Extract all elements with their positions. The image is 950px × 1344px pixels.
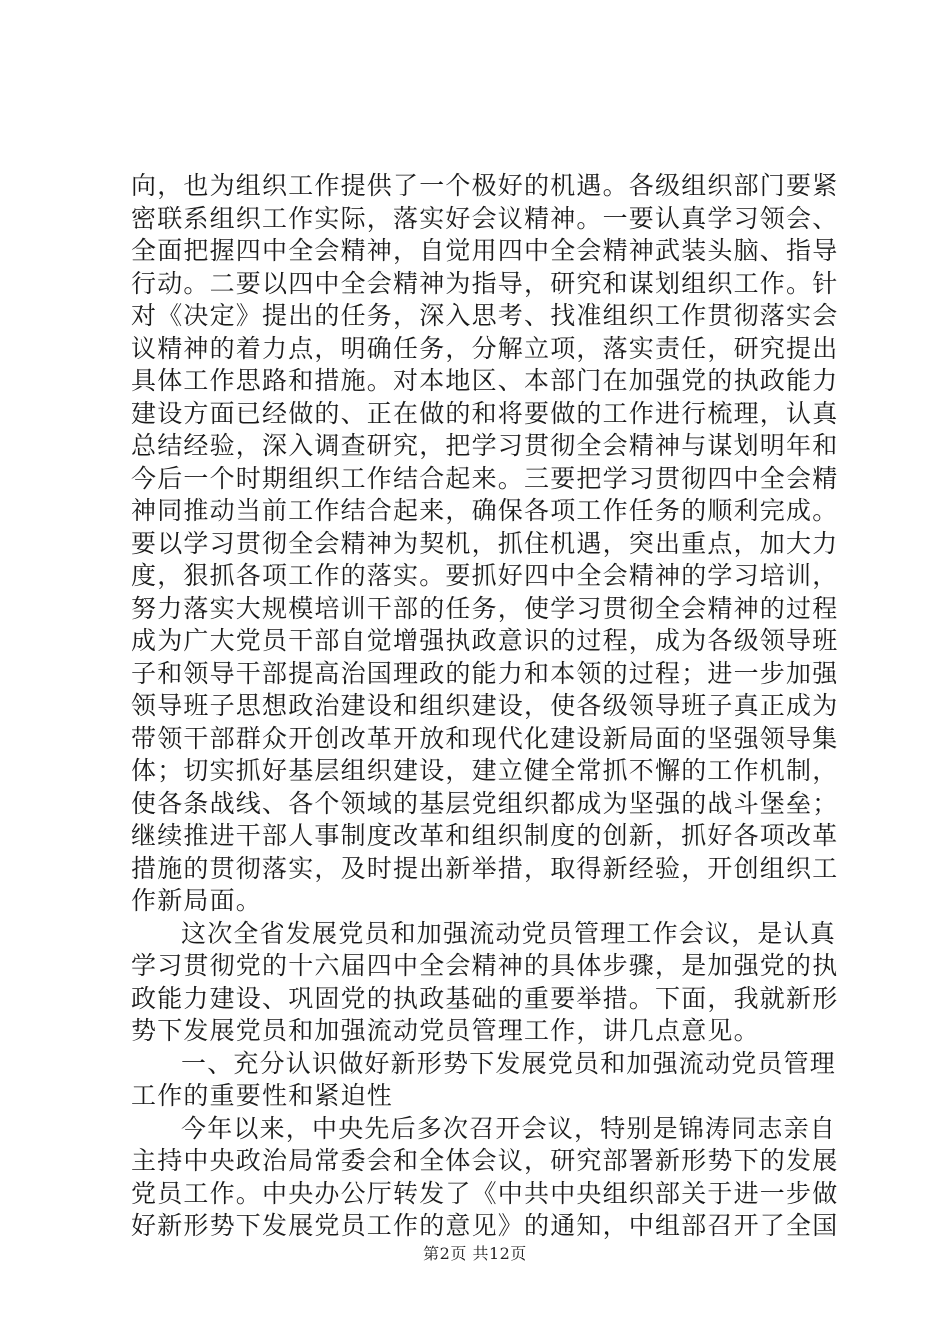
text-line: 努力落实大规模培训干部的任务，使学习贯彻全会精神的过程	[131, 593, 839, 623]
text-line: 学习贯彻党的十六届四中全会精神的具体步骤，是加强党的执	[131, 951, 839, 980]
text-line: 措施的贯彻落实，及时提出新举措，取得新经验，开创组织工	[131, 853, 839, 883]
paragraph-first-line: 今年以来，中央先后多次召开会议，特别是锦涛同志亲自	[181, 1113, 837, 1143]
text-line: 度，狠抓各项工作的落实。要抓好四中全会精神的学习培训，	[131, 561, 839, 590]
text-line: 行动。二要以四中全会精神为指导，研究和谋划组织工作。针	[131, 268, 839, 298]
text-line: 具体工作思路和措施。对本地区、本部门在加强党的执政能力	[131, 366, 839, 395]
text-line: 好新形势下发展党员工作的意见》的通知，中组部召开了全国	[131, 1211, 839, 1240]
text-line: 继续推进干部人事制度改革和组织制度的创新，抓好各项改革	[131, 821, 839, 850]
text-line: 领导班子思想政治建设和组织建设，使各级领导班子真正成为	[131, 691, 839, 720]
section-heading-continuation: 工作的重要性和紧迫性	[131, 1081, 394, 1110]
paragraph-first-line: 这次全省发展党员和加强流动党员管理工作会议，是认真	[181, 918, 837, 948]
text-line: 对《决定》提出的任务，深入思考、找准组织工作贯彻落实会	[131, 301, 839, 330]
text-line: 总结经验，深入调查研究，把学习贯彻全会精神与谋划明年和	[131, 431, 839, 460]
text-line: 议精神的着力点，明确任务，分解立项，落实责任，研究提出	[131, 333, 839, 363]
text-line: 神同推动当前工作结合起来，确保各项工作任务的顺利完成。	[131, 496, 839, 525]
text-line: 带领干部群众开创改革开放和现代化建设新局面的坚强领导集	[131, 723, 839, 753]
text-line: 要以学习贯彻全会精神为契机，抓住机遇，突出重点，加大力	[131, 528, 839, 558]
text-line: 子和领导干部提高治国理政的能力和本领的过程；进一步加强	[131, 658, 839, 688]
text-line: 党员工作。中央办公厅转发了《中共中央组织部关于进一步做	[131, 1178, 839, 1208]
text-line: 成为广大党员干部自觉增强执政意识的过程，成为各级领导班	[131, 626, 839, 655]
section-heading: 一、充分认识做好新形势下发展党员和加强流动党员管理	[181, 1048, 837, 1078]
text-line: 主持中央政治局常委会和全体会议，研究部署新形势下的发展	[131, 1146, 839, 1175]
text-line: 政能力建设、巩固党的执政基础的重要举措。下面，我就新形	[131, 983, 839, 1013]
text-line: 今后一个时期组织工作结合起来。三要把学习贯彻四中全会精	[131, 463, 839, 493]
text-line: 建设方面已经做的、正在做的和将要做的工作进行梳理，认真	[131, 398, 839, 428]
page-number-footer: 第2页 共12页	[423, 1244, 527, 1263]
text-line: 体；切实抓好基层组织建设，建立健全常抓不懈的工作机制，	[131, 756, 839, 785]
text-line: 作新局面。	[131, 886, 263, 915]
text-line: 向，也为组织工作提供了一个极好的机遇。各级组织部门要紧	[131, 171, 839, 200]
text-line: 势下发展党员和加强流动党员管理工作，讲几点意见。	[131, 1016, 760, 1045]
text-line: 全面把握四中全会精神，自觉用四中全会精神武装头脑、指导	[131, 236, 839, 265]
text-line: 密联系组织工作实际，落实好会议精神。一要认真学习领会、	[131, 203, 839, 233]
document-body	[131, 170, 839, 1243]
text-line: 使各条战线、各个领域的基层党组织都成为坚强的战斗堡垒；	[131, 788, 839, 818]
